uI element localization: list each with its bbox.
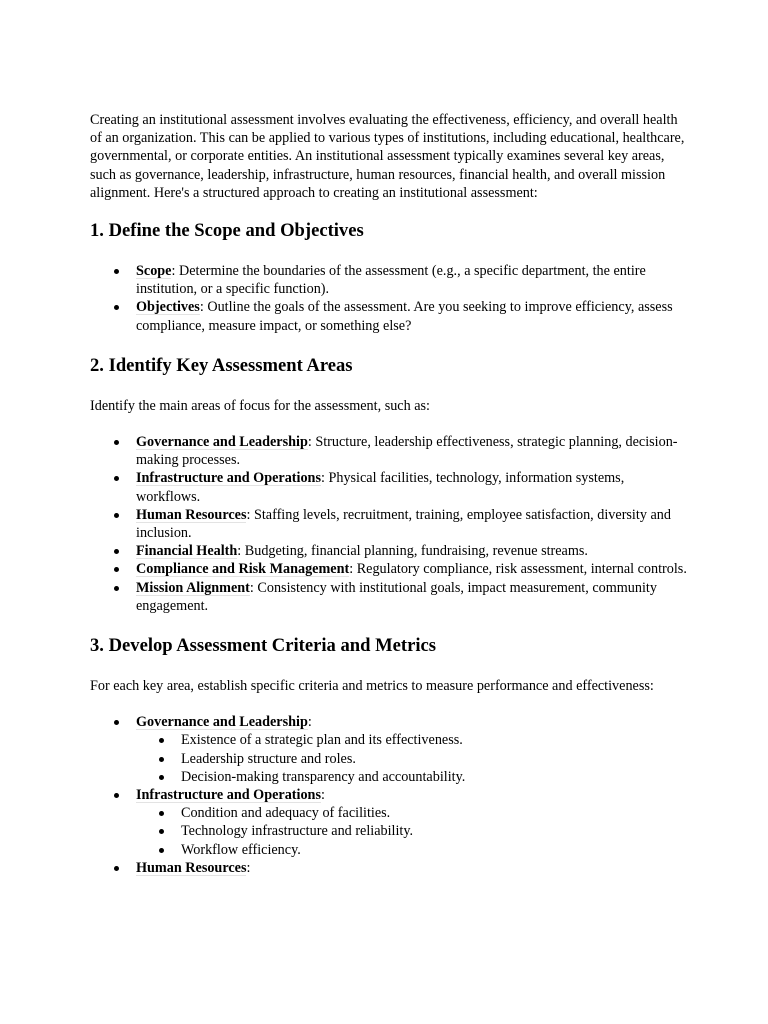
- term-governance: Governance and Leadership: [136, 434, 308, 451]
- item-text: : Physical facilities, technology, information systems, workflows.: [136, 470, 625, 505]
- term-compliance: Compliance and Risk Management: [136, 561, 350, 578]
- sub-list-item: Technology infrastructure and reliability.: [181, 822, 690, 840]
- list-item: [136, 560, 690, 578]
- section-3-list: [90, 713, 690, 877]
- sub-list-item: Leadership structure and roles.: [181, 750, 690, 768]
- list-item: [136, 786, 690, 859]
- section-2-list: [90, 433, 690, 615]
- term-human-resources: Human Resources: [136, 859, 247, 876]
- intro-paragraph: Creating an institutional assessment involves evaluating the effectiveness, efficiency, and overall health of an organization. This can be applied to various types of institutions, including educational, healthcare, governmental, or corporate entities. An institutional assessment typically examines several key areas, such as governance, leadership, infrastructure, human resources, financial health, and overall mission alignment. Here's a structured approach to creating an institutional assessment:: [90, 112, 685, 201]
- sub-list: [136, 804, 690, 859]
- sub-list-item: Existence of a strategic plan and its effectiveness.: [181, 731, 690, 749]
- item-text: :: [320, 787, 325, 804]
- sub-list-item: Workflow efficiency.: [181, 841, 690, 859]
- list-item: [136, 713, 690, 786]
- term-mission-alignment: Mission Alignment: [136, 579, 250, 596]
- section-2-heading: 2. Identify Key Assessment Areas: [90, 354, 353, 376]
- list-item: [136, 506, 690, 542]
- list-item: [136, 859, 690, 877]
- term-human-resources: Human Resources: [136, 506, 247, 523]
- term-objectives: Objectives: [136, 299, 200, 316]
- list-item: [136, 579, 690, 615]
- item-text: :: [307, 714, 312, 731]
- item-text: : Determine the boundaries of the assessment (e.g., a specific department, the entire institution, or a specific function).: [136, 263, 646, 298]
- list-item: [136, 433, 690, 469]
- item-text: : Budgeting, financial planning, fundraising, revenue streams.: [237, 543, 588, 560]
- term-governance: Governance and Leadership: [136, 714, 308, 731]
- sub-list-item: Condition and adequacy of facilities.: [181, 804, 690, 822]
- document-page: [90, 111, 690, 877]
- sub-list-item: Decision-making transparency and accountability.: [181, 768, 690, 786]
- sub-list: [136, 731, 690, 786]
- term-infrastructure: Infrastructure and Operations: [136, 787, 321, 804]
- term-financial-health: Financial Health: [136, 543, 238, 560]
- section-2-intro: Identify the main areas of focus for the assessment, such as:: [90, 397, 431, 414]
- section-1-list: [90, 262, 690, 335]
- section-3-intro: For each key area, establish specific criteria and metrics to measure performance and effectiveness:: [90, 678, 654, 695]
- list-item: [136, 469, 690, 505]
- item-text: : Consistency with institutional goals, impact measurement, community engagement.: [136, 579, 657, 614]
- item-text: : Regulatory compliance, risk assessment, internal controls.: [349, 561, 687, 578]
- list-item: [136, 262, 690, 298]
- list-item: [136, 542, 690, 560]
- term-scope: Scope: [136, 263, 172, 280]
- section-3-heading: 3. Develop Assessment Criteria and Metrics: [90, 635, 436, 657]
- list-item: [136, 298, 690, 334]
- term-infrastructure: Infrastructure and Operations: [136, 470, 321, 487]
- item-text: :: [246, 859, 251, 876]
- item-text: : Staffing levels, recruitment, training, employee satisfaction, diversity and inclusion.: [136, 506, 671, 542]
- item-text: : Outline the goals of the assessment. Are you seeking to improve efficiency, assess compliance, measure impact, or something else?: [136, 299, 673, 334]
- section-1-heading: 1. Define the Scope and Objectives: [90, 220, 364, 242]
- item-text: : Structure, leadership effectiveness, strategic planning, decision-making processes.: [136, 434, 678, 469]
